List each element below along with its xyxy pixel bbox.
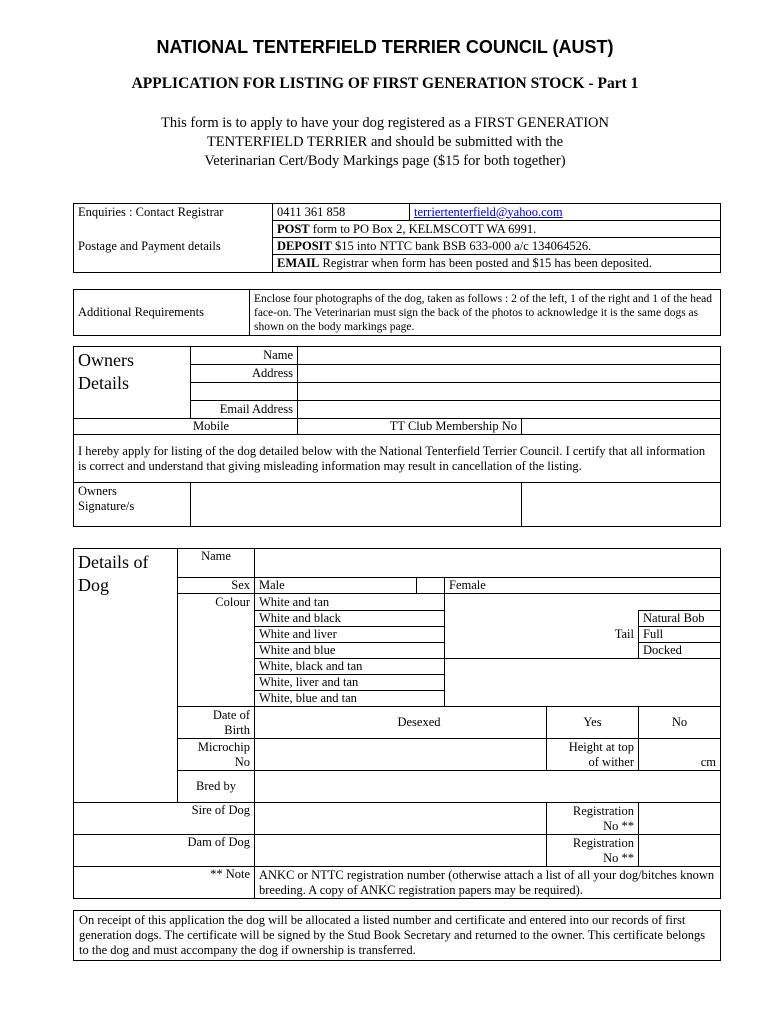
- owners-table: [73, 346, 721, 527]
- bred-by-label: Bred by: [178, 771, 255, 803]
- registrar-phone: 0411 361 858: [273, 204, 410, 221]
- additional-text: Enclose four photographs of the dog, taken as follows : 2 of the left, 1 of the right and 1 of the head face-on. The Veterinarian must sign the back of the photos to acknowledge it is the same dogs as shown on the body markings page.: [250, 290, 721, 336]
- owner-address-label: Address: [191, 365, 298, 383]
- owner-address-field-2[interactable]: [298, 383, 721, 401]
- signature-label: Owners Signature/s: [74, 483, 191, 527]
- deposit-line: DEPOSIT $15 into NTTC bank BSB 633-000 a/c 134064526.: [273, 238, 721, 255]
- declaration-text: I hereby apply for listing of the dog detailed below with the National Tenterfield Terrier Council. I certify that all information is correct and understand that giving misleading information may result in cancellation of the listing.: [74, 435, 721, 483]
- footer-text: On receipt of this application the dog will be allocated a listed number and certificate and entered into our records of first generation dogs. The certificate will be signed by the Stud Book Secretary and returned to the owner. This certificate belongs to the dog and must accompany the dog if ownership is transferred.: [73, 910, 721, 961]
- registrar-email-link[interactable]: terriertenterfield@yahoo.com: [414, 204, 563, 219]
- colour-option-1[interactable]: White and tan: [255, 594, 445, 611]
- owner-name-field[interactable]: [298, 347, 721, 365]
- dog-table: [73, 548, 721, 899]
- colour-option-4[interactable]: White and blue: [255, 643, 445, 659]
- owner-mobile-label: Mobile: [74, 419, 298, 435]
- intro-text: [100, 114, 670, 171]
- colour-label: Colour: [178, 594, 255, 611]
- owner-email-label: Email Address: [191, 401, 298, 419]
- height-label: Height at top of wither: [547, 739, 639, 771]
- sire-reg-field[interactable]: [639, 803, 721, 835]
- sex-female[interactable]: Female: [445, 578, 721, 594]
- post-line: POST form to PO Box 2, KELMSCOTT WA 6991.: [273, 221, 721, 238]
- dog-name-field[interactable]: [255, 549, 721, 578]
- colour-option-5[interactable]: White, black and tan: [255, 659, 445, 675]
- colour-option-7[interactable]: White, blue and tan: [255, 691, 445, 707]
- colour-option-6[interactable]: White, liver and tan: [255, 675, 445, 691]
- owner-name-label: Name: [191, 347, 298, 365]
- dam-reg-label: Registration No **: [547, 835, 639, 867]
- dob-label: Date of Birth: [178, 707, 255, 739]
- owner-address-field[interactable]: [298, 365, 721, 383]
- sire-reg-label: Registration No **: [547, 803, 639, 835]
- intro-line-3: Veterinarian Cert/Body Markings page ($15 for both together): [204, 153, 566, 169]
- additional-requirements-table: [73, 289, 721, 336]
- signature-field-2[interactable]: [522, 483, 721, 527]
- tail-label: Tail: [614, 626, 634, 641]
- sire-field[interactable]: [255, 803, 547, 835]
- microchip-field[interactable]: [255, 739, 547, 771]
- desexed-no[interactable]: No: [639, 707, 721, 739]
- email-line: EMAIL Registrar when form has been posted and $15 has been deposited.: [273, 255, 721, 273]
- intro-line-1: This form is to apply to have your dog registered as a FIRST GENERATION: [161, 115, 609, 131]
- dog-name-label: Name: [178, 549, 255, 578]
- note-text: ANKC or NTTC registration number (otherwise attach a list of all your dog/bitches known breeding. A copy of ANKC registration papers may be required).: [255, 867, 721, 899]
- membership-field[interactable]: [522, 419, 721, 435]
- colour-option-3[interactable]: White and liver: [255, 627, 445, 643]
- dam-field[interactable]: [255, 835, 547, 867]
- intro-line-2: TENTERFIELD TERRIER and should be submitted with the: [206, 134, 564, 150]
- dog-heading: Details of Dog: [74, 549, 178, 771]
- dam-reg-field[interactable]: [639, 835, 721, 867]
- additional-label: Additional Requirements: [74, 290, 250, 336]
- bred-by-field[interactable]: [255, 771, 721, 803]
- page-subtitle: APPLICATION FOR LISTING OF FIRST GENERATION STOCK - Part 1: [131, 75, 639, 92]
- dob-field[interactable]: [255, 707, 445, 739]
- page-title: NATIONAL TENTERFIELD TERRIER COUNCIL (AUST): [156, 37, 614, 57]
- height-unit[interactable]: cm: [639, 739, 721, 771]
- enquiries-label: Enquiries : Contact Registrar: [74, 204, 273, 221]
- note-label: ** Note: [74, 867, 255, 899]
- colour-option-2[interactable]: White and black: [255, 611, 445, 627]
- desexed-yes[interactable]: Yes: [547, 707, 639, 739]
- tail-option-3[interactable]: Docked: [639, 643, 721, 659]
- owner-email-field[interactable]: [298, 401, 721, 419]
- sex-male[interactable]: Male: [255, 578, 417, 594]
- sex-label: Sex: [178, 578, 255, 594]
- dam-label: Dam of Dog: [74, 835, 255, 867]
- tail-option-2[interactable]: Full: [639, 627, 721, 643]
- microchip-label: Microchip No: [178, 739, 255, 771]
- postage-label: Postage and Payment details: [74, 221, 273, 273]
- membership-label: TT Club Membership No: [298, 419, 522, 435]
- enquiries-table: [73, 203, 721, 273]
- signature-field-1[interactable]: [191, 483, 522, 527]
- sire-label: Sire of Dog: [74, 803, 255, 835]
- desexed-label: Desexed: [397, 715, 441, 729]
- tail-option-1[interactable]: Natural Bob: [639, 611, 721, 627]
- owners-heading: Owners Details: [74, 347, 191, 401]
